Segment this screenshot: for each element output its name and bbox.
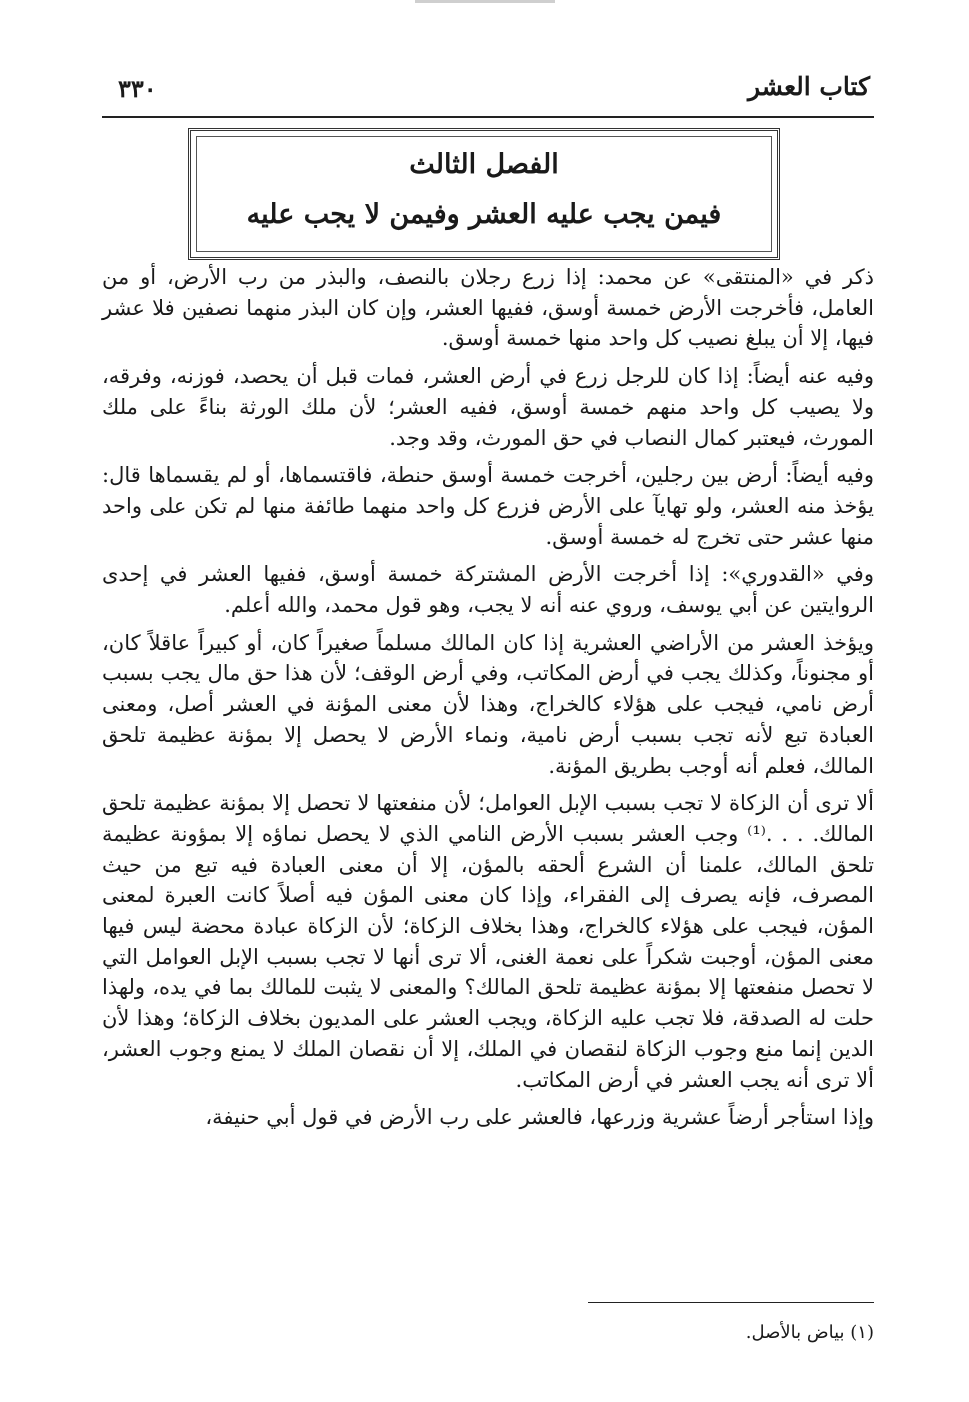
paragraph: ويؤخذ العشر من الأراضي العشرية إذا كان المالك مسلماً صغيراً كان، أو كبيراً عاقلاً كان، أو مجنوناً، وكذلك يجب في أرض المكاتب، وفي أرض الوقف؛ لأن هذا حق مال يجب بسبب أرض نامي، فيجب على هؤلاء كالخراج، وهذا لأن معنى المؤنة في العشر أصل، ومعنى العبادة تبع لأنه تجب بسبب أرض نامية، ونماء الأرض لا يحصل إلا بمؤنة عظيمة تلحق المالك، فعلم أنه أوجب بطريق المؤنة. — [102, 630, 874, 778]
paragraph: وفي «القدوري»: إذا أخرجت الأرض المشتركة خمسة أوسق، ففيها العشر في إحدى الروايتين عن أبي يوسف، وروي عنه أنه لا يجب، وهو قول محمد، والله أعلم. — [102, 562, 874, 618]
page-header — [102, 70, 874, 110]
paragraph: وفيه عنه أيضاً: إذا كان للرجل زرع في أرض العشر، فمات قبل أن يحصد، فوزنه، وفرقه، ولا يصيب كل واحد منهم خمسة أوسق، ففيه العشر؛ لأن ملك الورثة بناءً على ملك المورث، فيعتبر كمال النصاب في حق المورث، وقد وجد. — [102, 364, 874, 450]
chapter-title: فيمن يجب عليه العشر وفيمن لا يجب عليه — [246, 199, 722, 230]
footnote — [102, 1322, 874, 1343]
chapter-number: الفصل الثالث — [409, 149, 559, 180]
footnote-marker: (١) — [850, 1322, 874, 1343]
header-rule — [102, 116, 874, 118]
footnote-rule — [588, 1302, 874, 1303]
paragraph: ذكر في «المنتقى» عن محمد: إذا زرع رجلان بالنصف، والبذر من رب الأرض، أو من العامل، فأخرجت الأرض خمسة أوسق، ففيها العشر، وإن كان البذر منهما نصفين فلا عشر فيها، إلا أن يبلغ نصيب كل واحد منها خمسة أوسق. — [102, 265, 874, 351]
body-text — [102, 262, 874, 1140]
paragraph: ألا ترى أن الزكاة لا تجب بسبب الإبل العوامل؛ لأن منفعتها لا تحصل إلا بمؤنة عظيمة تلحق المالك. . . .⁽¹⁾ وجب العشر بسبب الأرض النامي الذي لا يحصل نماؤه إلا بمؤونة عظيمة تلحق المالك، علمنا أن الشرع ألحقه بالمؤن، إلا أن معنى العبادة فيه تبع من حيث المصرف، فإنه يصرف إلى الفقراء، وإذا كان معنى المؤن فيه أصلاً كانت العبرة لمعنى المؤن، فيجب على هؤلاء كالخراج، وهذا بخلاف الزكاة؛ لأن الزكاة عبادة محضة ليس فيها معنى المؤن، أوجبت شكراً على نعمة الغنى، ألا ترى أنها لا تجب بسبب الإبل العوامل التي لا تحصل منفعتها إلا بمؤنة عظيمة تلحق المالك؟ والمعنى لا يثبت للمالك بما في يده، ولهذا حلت له الصدقة، فلا تجب عليه الزكاة، ويجب العشر على المديون بخلاف الزكاة؛ وهذا لأن الدين إنما منع وجوب الزكاة لنقصان في الملك، إلا أن نقصان الملك لا يمنع وجوب العشر، ألا ترى أنه يجب العشر في أرض المكاتب. — [102, 791, 874, 1092]
page-number: ٣٣٠ — [118, 74, 157, 103]
footnote-text: بياض بالأصل. — [745, 1322, 845, 1343]
top-scan-mark — [415, 0, 555, 3]
paragraph: وفيه أيضاً: أرض بين رجلين، أخرجت خمسة أوسق حنطة، فاقتسماها، أو لم يقسماها قال: يؤخذ منه العشر، ولو تهايآ على الأرض فزرع كل واحد منهما طائفة منها لم تكن على واحد منها عشر حتى تخرج له خمسة أوسق. — [102, 463, 874, 549]
running-title: كتاب العشر — [747, 72, 870, 101]
chapter-heading-box — [188, 128, 780, 260]
paragraph: وإذا استأجر أرضاً عشرية وزرعها، فالعشر على رب الأرض في قول أبي حنيفة، — [205, 1105, 874, 1130]
